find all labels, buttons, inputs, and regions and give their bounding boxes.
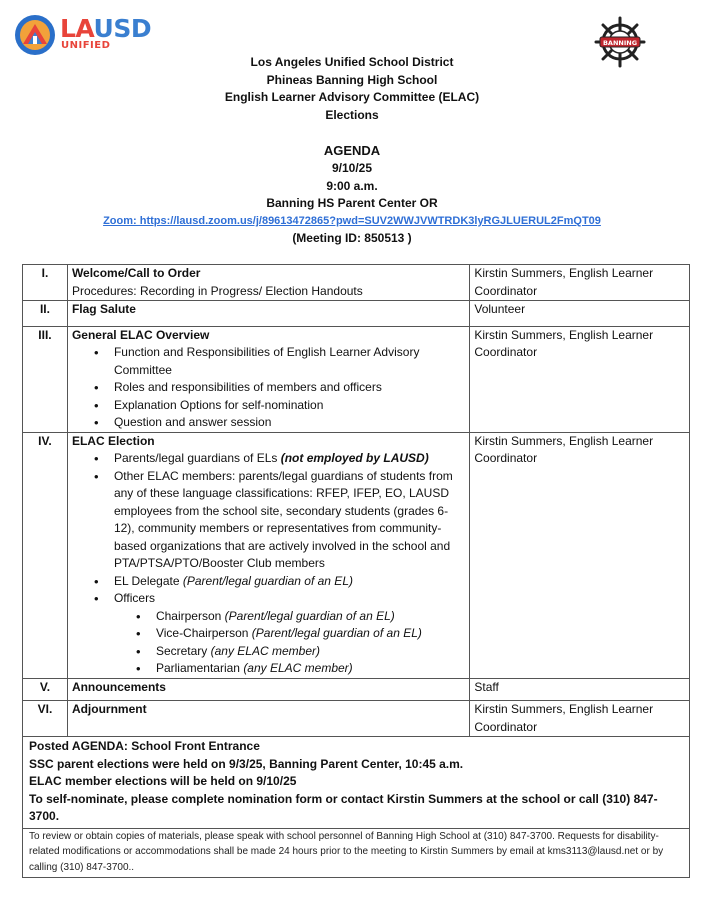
- agenda-table: [22, 264, 690, 878]
- meeting-date: 9/10/25: [331, 160, 373, 175]
- committee-name: English Learner Advisory Committee (ELAC): [224, 90, 480, 105]
- self-nominate-note: To self-nominate, please complete nomination form or contact Kirstin Summers at the school or call (310) 847-3700.: [29, 791, 658, 823]
- list-item: • Explanation Options for self-nomination: [114, 397, 465, 415]
- item-number: IV.: [23, 432, 68, 678]
- item-number: VI.: [23, 701, 68, 737]
- meeting-location: Banning HS Parent Center OR: [266, 196, 438, 211]
- zoom-link[interactable]: Zoom: https://lausd.zoom.us/j/89613472865?pwd=SUV2WWJVWTRDK3lyRGJLUERUL2FmQT09: [103, 214, 601, 227]
- elac-note: ELAC member elections will be held on 9/10/25: [29, 774, 297, 788]
- item-presenter: Staff: [470, 678, 690, 701]
- document-header: [0, 54, 704, 248]
- officer-item: • Parliamentarian (any ELAC member): [156, 660, 465, 678]
- item-bullet-list: [72, 450, 465, 678]
- item-presenter: Kirstin Summers, English Learner Coordinator: [470, 265, 690, 301]
- list-item: • Other ELAC members: parents/legal guardians of students from any of these language classifications: RFEP, IFEP, EO, LAUSD employees from the school site, secondary students (grades 6-12), community members or representatives from community-based organizations that are actively involved in the school and PTA/PTSA/PTO/Booster Club members: [114, 468, 465, 573]
- lausd-seal-icon: [14, 14, 56, 56]
- meeting-id: (Meeting ID: 850513 ): [292, 231, 412, 246]
- lausd-unified-label: UNIFIED: [61, 40, 111, 51]
- item-title: ELAC Election: [71, 433, 155, 448]
- item-presenter: Kirstin Summers, English Learner Coordinator: [470, 701, 690, 737]
- item-number: I.: [23, 265, 68, 301]
- agenda-row-6: [23, 701, 690, 737]
- agenda-title: AGENDA: [323, 143, 381, 159]
- footer-text: To review or obtain copies of materials, please speak with school personnel of Banning High School at (310) 847-3700. Requests for disability-related modifications or accommodations shall be made 24 hours prior to the meeting to Kirstin Summers by email at kms3113@lausd.net or by calling (310) 847-3700..: [23, 828, 690, 878]
- officer-item: • Vice-Chairperson (Parent/legal guardian of an EL): [156, 625, 465, 643]
- item-presenter: Kirstin Summers, English Learner Coordinator: [470, 326, 690, 432]
- lausd-wordmark: LAUSD: [60, 14, 152, 43]
- item-detail: Procedures: Recording in Progress/ Election Handouts: [71, 283, 363, 298]
- agenda-row-2: [23, 301, 690, 327]
- list-item: • Officers • Chairperson (Parent/legal guardian of an EL) • Vice-Chairperson (Parent/legal guardian of an EL) • Secretary (any ELAC member) • Parliamentarian (any ELAC member): [114, 590, 465, 678]
- footer-row: [23, 828, 690, 878]
- list-item: • Function and Responsibilities of English Learner Advisory Committee: [114, 344, 465, 379]
- agenda-row-1: [23, 265, 690, 301]
- meeting-time: 9:00 a.m.: [326, 178, 378, 193]
- item-presenter: Volunteer: [470, 301, 690, 327]
- item-title: General ELAC Overview: [71, 327, 210, 342]
- officer-item: • Secretary (any ELAC member): [156, 643, 465, 661]
- list-item: • Question and answer session: [114, 414, 465, 432]
- list-item: • Roles and responsibilities of members and officers: [114, 379, 465, 397]
- list-item: • Parents/legal guardians of ELs (not employed by LAUSD): [114, 450, 465, 468]
- school-name: Phineas Banning High School: [266, 72, 438, 87]
- notes-row: [23, 737, 690, 829]
- item-title: Welcome/Call to Order: [71, 266, 201, 280]
- item-title: Adjournment: [71, 702, 147, 716]
- meeting-type: Elections: [325, 107, 379, 122]
- item-number: V.: [23, 678, 68, 701]
- svg-text:BANNING: BANNING: [602, 39, 638, 47]
- posted-note: Posted AGENDA: School Front Entrance: [29, 739, 260, 753]
- district-name: Los Angeles Unified School District: [250, 55, 454, 69]
- list-item: • EL Delegate (Parent/legal guardian of an EL): [114, 573, 465, 591]
- item-bullet-list: [72, 344, 465, 432]
- officer-list: [114, 608, 465, 678]
- item-number: III.: [23, 326, 68, 432]
- ssc-note: SSC parent elections were held on 9/3/25, Banning Parent Center, 10:45 a.m.: [29, 756, 464, 771]
- item-title: Flag Salute: [71, 302, 136, 316]
- agenda-row-3: [23, 326, 690, 432]
- agenda-row-4: [23, 432, 690, 678]
- item-presenter: Kirstin Summers, English Learner Coordinator: [470, 432, 690, 678]
- item-number: II.: [23, 301, 68, 327]
- item-title: Announcements: [71, 679, 166, 694]
- officer-item: • Chairperson (Parent/legal guardian of an EL): [156, 608, 465, 626]
- agenda-row-5: [23, 678, 690, 701]
